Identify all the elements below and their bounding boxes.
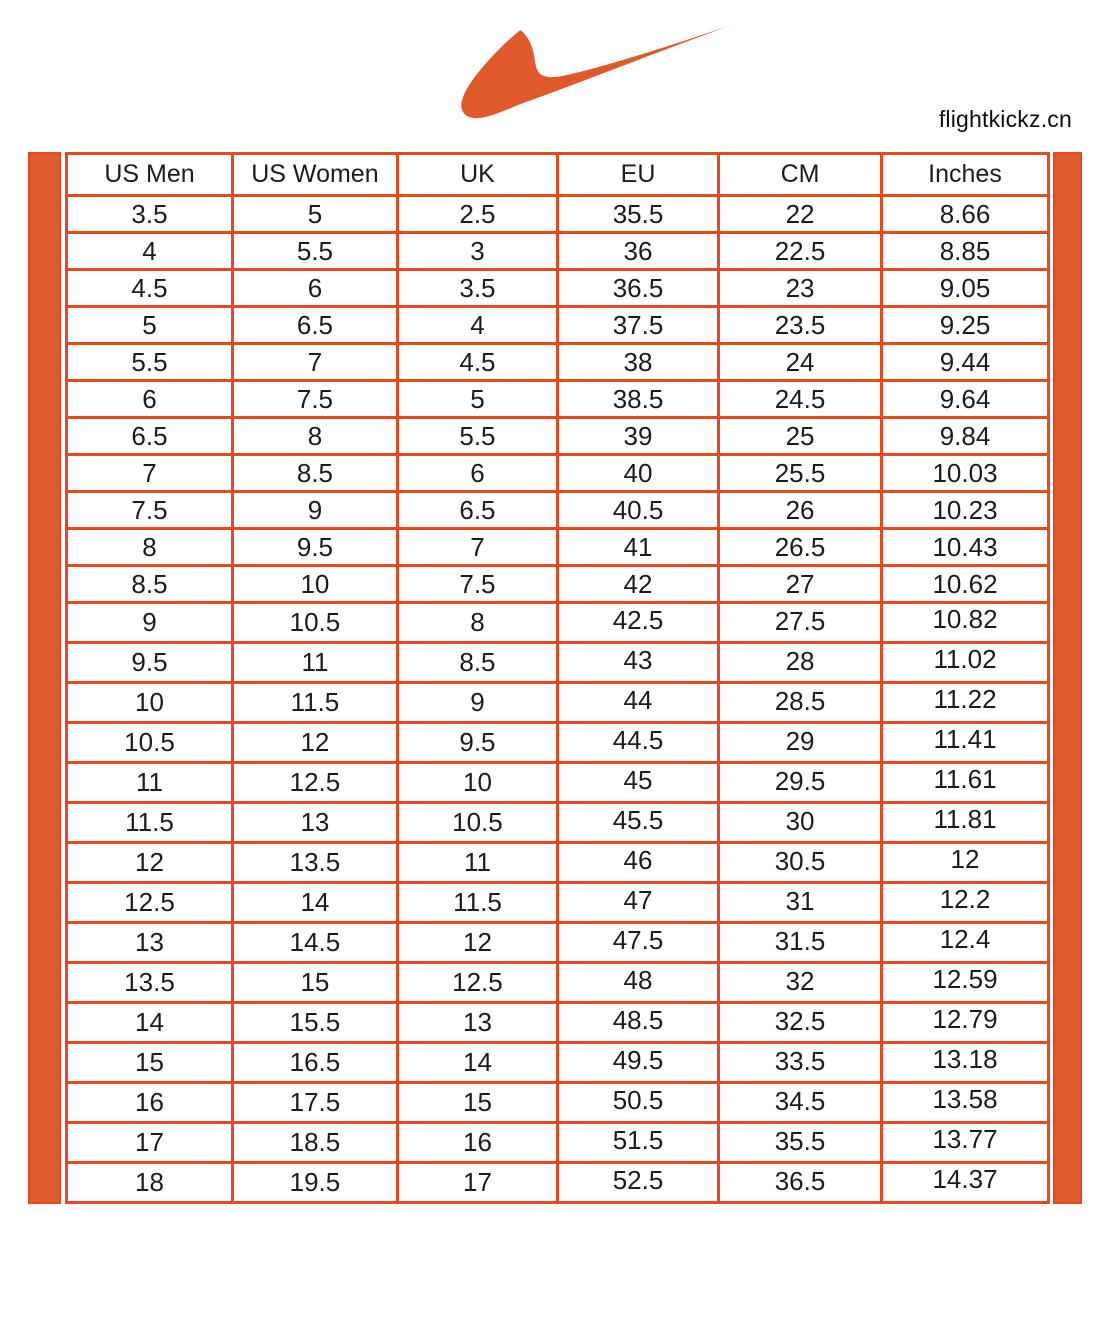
table-cell: 29.5 bbox=[719, 763, 882, 803]
table-cell: 13 bbox=[232, 803, 397, 843]
table-cell: 49.5 bbox=[557, 1043, 718, 1083]
table-cell: 36 bbox=[557, 233, 718, 270]
table-cell: 10.62 bbox=[882, 566, 1049, 603]
table-cell: 8.5 bbox=[397, 643, 557, 683]
table-row bbox=[67, 723, 1049, 763]
table-cell: 12.4 bbox=[882, 923, 1049, 963]
table-cell: 15 bbox=[232, 963, 397, 1003]
table-row bbox=[67, 529, 1049, 566]
table-cell: 7 bbox=[397, 529, 557, 566]
left-accent-bar bbox=[28, 152, 61, 1204]
table-cell: 8.5 bbox=[67, 566, 233, 603]
table-cell: 22.5 bbox=[719, 233, 882, 270]
table-row bbox=[67, 381, 1049, 418]
table-cell: 29 bbox=[719, 723, 882, 763]
size-chart bbox=[0, 152, 1100, 1204]
table-cell: 16 bbox=[67, 1083, 233, 1123]
table-row bbox=[67, 883, 1049, 923]
nike-swoosh-path bbox=[461, 24, 734, 118]
table-cell: 9 bbox=[67, 603, 233, 643]
nike-swoosh-icon bbox=[452, 24, 737, 120]
table-cell: 7 bbox=[232, 344, 397, 381]
table-cell: 39 bbox=[557, 418, 718, 455]
table-cell: 13.5 bbox=[232, 843, 397, 883]
table-row bbox=[67, 683, 1049, 723]
table-cell: 12.5 bbox=[232, 763, 397, 803]
table-cell: 24.5 bbox=[719, 381, 882, 418]
column-header-us-women: US Women bbox=[232, 154, 397, 196]
table-cell: 30 bbox=[719, 803, 882, 843]
table-cell: 8.5 bbox=[232, 455, 397, 492]
table-cell: 43 bbox=[557, 643, 718, 683]
table-cell: 27.5 bbox=[719, 603, 882, 643]
table-cell: 42.5 bbox=[557, 603, 718, 643]
table-cell: 23.5 bbox=[719, 307, 882, 344]
table-cell: 4 bbox=[397, 307, 557, 344]
table-cell: 14 bbox=[232, 883, 397, 923]
table-cell: 10.5 bbox=[67, 723, 233, 763]
column-header-us-men: US Men bbox=[67, 154, 233, 196]
column-header-inches: Inches bbox=[882, 154, 1049, 196]
table-cell: 10 bbox=[67, 683, 233, 723]
table-cell: 11.61 bbox=[882, 763, 1049, 803]
table-cell: 6.5 bbox=[397, 492, 557, 529]
table-cell: 5 bbox=[67, 307, 233, 344]
table-row bbox=[67, 923, 1049, 963]
table-cell: 5.5 bbox=[67, 344, 233, 381]
table-row bbox=[67, 603, 1049, 643]
table-cell: 17 bbox=[397, 1163, 557, 1203]
table-cell: 9.44 bbox=[882, 344, 1049, 381]
table-cell: 12 bbox=[882, 843, 1049, 883]
table-cell: 32 bbox=[719, 963, 882, 1003]
table-cell: 11.5 bbox=[67, 803, 233, 843]
table-row bbox=[67, 233, 1049, 270]
table-cell: 11.02 bbox=[882, 643, 1049, 683]
table-cell: 6 bbox=[397, 455, 557, 492]
table-cell: 10 bbox=[397, 763, 557, 803]
table-cell: 13.18 bbox=[882, 1043, 1049, 1083]
table-cell: 7.5 bbox=[67, 492, 233, 529]
table-cell: 31 bbox=[719, 883, 882, 923]
table-cell: 47.5 bbox=[557, 923, 718, 963]
table-row bbox=[67, 307, 1049, 344]
size-table bbox=[65, 152, 1050, 1204]
table-cell: 48.5 bbox=[557, 1003, 718, 1043]
table-cell: 19.5 bbox=[232, 1163, 397, 1203]
table-cell: 27 bbox=[719, 566, 882, 603]
table-cell: 12.5 bbox=[67, 883, 233, 923]
table-cell: 11.5 bbox=[397, 883, 557, 923]
table-cell: 12.2 bbox=[882, 883, 1049, 923]
table-cell: 9 bbox=[232, 492, 397, 529]
table-row bbox=[67, 344, 1049, 381]
table-cell: 40 bbox=[557, 455, 718, 492]
table-cell: 28 bbox=[719, 643, 882, 683]
logo-header bbox=[0, 0, 1100, 152]
table-row bbox=[67, 643, 1049, 683]
table-cell: 25 bbox=[719, 418, 882, 455]
table-cell: 17.5 bbox=[232, 1083, 397, 1123]
table-cell: 38.5 bbox=[557, 381, 718, 418]
table-row bbox=[67, 1043, 1049, 1083]
table-cell: 14 bbox=[397, 1043, 557, 1083]
table-cell: 12 bbox=[67, 843, 233, 883]
table-cell: 11 bbox=[67, 763, 233, 803]
table-cell: 8.66 bbox=[882, 196, 1049, 233]
table-row bbox=[67, 196, 1049, 233]
table-cell: 8 bbox=[232, 418, 397, 455]
table-cell: 4 bbox=[67, 233, 233, 270]
table-cell: 5 bbox=[397, 381, 557, 418]
table-cell: 9.64 bbox=[882, 381, 1049, 418]
column-header-eu: EU bbox=[557, 154, 718, 196]
size-table-body bbox=[67, 196, 1049, 1203]
table-cell: 9 bbox=[397, 683, 557, 723]
header-row bbox=[67, 154, 1049, 196]
table-cell: 3.5 bbox=[397, 270, 557, 307]
table-cell: 48 bbox=[557, 963, 718, 1003]
table-cell: 9.5 bbox=[232, 529, 397, 566]
table-cell: 6 bbox=[232, 270, 397, 307]
table-cell: 5.5 bbox=[397, 418, 557, 455]
table-cell: 6.5 bbox=[232, 307, 397, 344]
table-cell: 11.22 bbox=[882, 683, 1049, 723]
table-cell: 28.5 bbox=[719, 683, 882, 723]
table-cell: 38 bbox=[557, 344, 718, 381]
table-cell: 14.37 bbox=[882, 1163, 1049, 1203]
table-cell: 16 bbox=[397, 1123, 557, 1163]
table-cell: 11.5 bbox=[232, 683, 397, 723]
table-cell: 23 bbox=[719, 270, 882, 307]
table-cell: 18.5 bbox=[232, 1123, 397, 1163]
table-cell: 12 bbox=[397, 923, 557, 963]
table-row bbox=[67, 803, 1049, 843]
table-cell: 7.5 bbox=[232, 381, 397, 418]
table-cell: 31.5 bbox=[719, 923, 882, 963]
table-cell: 46 bbox=[557, 843, 718, 883]
table-cell: 12.59 bbox=[882, 963, 1049, 1003]
table-cell: 40.5 bbox=[557, 492, 718, 529]
table-cell: 11.81 bbox=[882, 803, 1049, 843]
table-cell: 45 bbox=[557, 763, 718, 803]
table-cell: 24 bbox=[719, 344, 882, 381]
table-cell: 13.58 bbox=[882, 1083, 1049, 1123]
table-cell: 30.5 bbox=[719, 843, 882, 883]
table-cell: 22 bbox=[719, 196, 882, 233]
table-cell: 35.5 bbox=[557, 196, 718, 233]
table-cell: 15 bbox=[397, 1083, 557, 1123]
table-cell: 9.5 bbox=[67, 643, 233, 683]
table-cell: 3 bbox=[397, 233, 557, 270]
table-cell: 15 bbox=[67, 1043, 233, 1083]
column-header-cm: CM bbox=[719, 154, 882, 196]
table-cell: 36.5 bbox=[557, 270, 718, 307]
table-cell: 25.5 bbox=[719, 455, 882, 492]
table-cell: 11 bbox=[397, 843, 557, 883]
table-cell: 12.5 bbox=[397, 963, 557, 1003]
table-cell: 51.5 bbox=[557, 1123, 718, 1163]
table-cell: 4.5 bbox=[397, 344, 557, 381]
table-cell: 6 bbox=[67, 381, 233, 418]
table-cell: 2.5 bbox=[397, 196, 557, 233]
table-cell: 26 bbox=[719, 492, 882, 529]
table-row bbox=[67, 1123, 1049, 1163]
table-cell: 5.5 bbox=[232, 233, 397, 270]
table-row bbox=[67, 492, 1049, 529]
table-cell: 34.5 bbox=[719, 1083, 882, 1123]
table-row bbox=[67, 418, 1049, 455]
table-cell: 26.5 bbox=[719, 529, 882, 566]
table-cell: 13.77 bbox=[882, 1123, 1049, 1163]
table-cell: 9.84 bbox=[882, 418, 1049, 455]
table-cell: 33.5 bbox=[719, 1043, 882, 1083]
table-cell: 8 bbox=[67, 529, 233, 566]
table-row bbox=[67, 566, 1049, 603]
table-cell: 35.5 bbox=[719, 1123, 882, 1163]
table-row bbox=[67, 1083, 1049, 1123]
table-cell: 13.5 bbox=[67, 963, 233, 1003]
table-row bbox=[67, 1003, 1049, 1043]
table-cell: 44.5 bbox=[557, 723, 718, 763]
table-cell: 7.5 bbox=[397, 566, 557, 603]
table-cell: 9.25 bbox=[882, 307, 1049, 344]
table-cell: 4.5 bbox=[67, 270, 233, 307]
table-row bbox=[67, 843, 1049, 883]
table-cell: 6.5 bbox=[67, 418, 233, 455]
table-cell: 8 bbox=[397, 603, 557, 643]
table-cell: 10.82 bbox=[882, 603, 1049, 643]
table-cell: 36.5 bbox=[719, 1163, 882, 1203]
table-cell: 7 bbox=[67, 455, 233, 492]
table-cell: 10 bbox=[232, 566, 397, 603]
table-cell: 10.23 bbox=[882, 492, 1049, 529]
table-cell: 14 bbox=[67, 1003, 233, 1043]
table-cell: 13 bbox=[67, 923, 233, 963]
table-cell: 44 bbox=[557, 683, 718, 723]
table-cell: 17 bbox=[67, 1123, 233, 1163]
table-row bbox=[67, 963, 1049, 1003]
table-cell: 5 bbox=[232, 196, 397, 233]
table-cell: 15.5 bbox=[232, 1003, 397, 1043]
table-cell: 14.5 bbox=[232, 923, 397, 963]
table-cell: 52.5 bbox=[557, 1163, 718, 1203]
table-cell: 47 bbox=[557, 883, 718, 923]
table-cell: 3.5 bbox=[67, 196, 233, 233]
table-cell: 10.43 bbox=[882, 529, 1049, 566]
site-watermark: flightkickz.cn bbox=[938, 106, 1072, 132]
table-cell: 9.05 bbox=[882, 270, 1049, 307]
table-cell: 12.79 bbox=[882, 1003, 1049, 1043]
table-cell: 41 bbox=[557, 529, 718, 566]
table-row bbox=[67, 763, 1049, 803]
table-cell: 37.5 bbox=[557, 307, 718, 344]
table-cell: 42 bbox=[557, 566, 718, 603]
table-row bbox=[67, 270, 1049, 307]
table-cell: 16.5 bbox=[232, 1043, 397, 1083]
table-cell: 13 bbox=[397, 1003, 557, 1043]
table-cell: 11 bbox=[232, 643, 397, 683]
table-cell: 9.5 bbox=[397, 723, 557, 763]
table-cell: 32.5 bbox=[719, 1003, 882, 1043]
table-cell: 11.41 bbox=[882, 723, 1049, 763]
table-cell: 45.5 bbox=[557, 803, 718, 843]
table-cell: 10.5 bbox=[397, 803, 557, 843]
table-row bbox=[67, 455, 1049, 492]
table-cell: 8.85 bbox=[882, 233, 1049, 270]
column-header-uk: UK bbox=[397, 154, 557, 196]
table-cell: 50.5 bbox=[557, 1083, 718, 1123]
table-cell: 10.03 bbox=[882, 455, 1049, 492]
right-accent-bar bbox=[1053, 152, 1082, 1204]
table-row bbox=[67, 1163, 1049, 1203]
table-cell: 10.5 bbox=[232, 603, 397, 643]
table-cell: 18 bbox=[67, 1163, 233, 1203]
table-cell: 12 bbox=[232, 723, 397, 763]
